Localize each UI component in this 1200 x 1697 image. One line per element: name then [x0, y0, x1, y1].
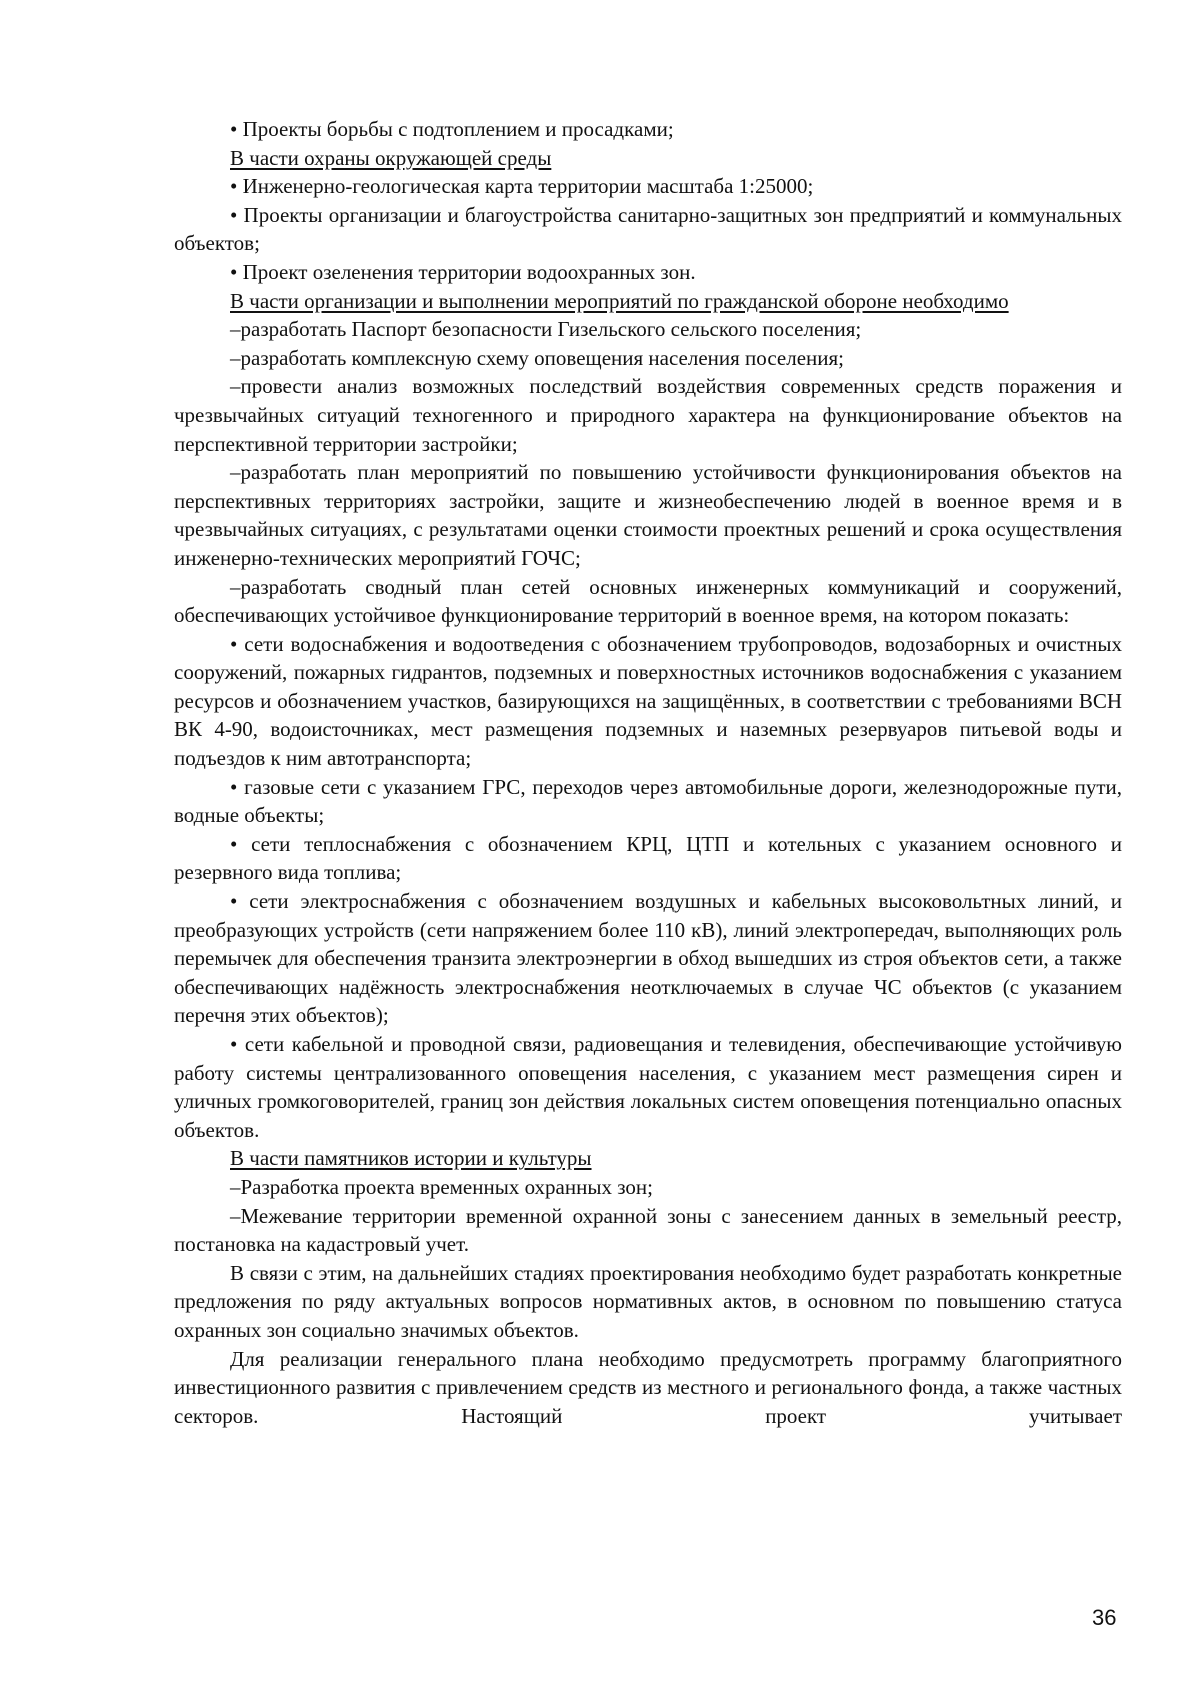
- paragraph: –разработать план мероприятий по повышению устойчивости функционирования объектов на перспективных территориях застройки, защите и жизнеобеспечению людей в военное время и в чрезвычайных ситуациях, с результатами оценки стоимости проектных решений и срока осуществления инженерно-технических мероприятий ГОЧС;: [174, 460, 1122, 570]
- paragraph: • газовые сети с указанием ГРС, переходов через автомобильные дороги, железнодорожные пути, водные объекты;: [174, 774, 1122, 828]
- paragraph: • Инженерно-геологическая карта территории масштаба 1:25000;: [230, 174, 814, 199]
- paragraph: • сети водоснабжения и водоотведения с обозначением трубопроводов, водозаборных и очистных сооружений, пожарных гидрантов, подземных и поверхностных источников водоснабжения с указанием ресурсов и обозначением участков, базирующихся на защищённых, в соответствии с требованиями ВСН ВК 4-90, водоисточниках, мест размещения подземных и наземных резервуаров питьевой воды и подъездов к ним автотранспорта;: [174, 631, 1122, 771]
- paragraph: • сети электроснабжения с обозначением воздушных и кабельных высоковольтных линий, и преобразующих устройств (сети напряжением более 110 кВ), линий электропередач, выполняющих роль перемычек для обеспечения транзита электроэнергии в обход вышедших из строя объектов сети, а также обеспечивающих надёжность электроснабжения неотключаемых в случае ЧС объектов (с указанием перечня этих объектов);: [174, 889, 1122, 1028]
- section-heading-environment: В части охраны окружающей среды: [230, 145, 552, 170]
- paragraph: –Разработка проекта временных охранных зон;: [230, 1174, 653, 1199]
- section-heading-heritage: В части памятников истории и культуры: [230, 1146, 592, 1171]
- paragraph: В связи с этим, на дальнейших стадиях проектирования необходимо будет разработать конкретные предложения по ряду актуальных вопросов нормативных актов, в основном по повышению статуса охранных зон социально значимых объектов.: [174, 1260, 1122, 1342]
- section-heading-civil-defense: В части организации и выполнении мероприятий по гражданской обороне необходимо: [230, 288, 1009, 313]
- paragraph: Для реализации генерального плана необходимо предусмотреть программу благоприятного инвестиционного развития с привлечением средств из местного и регионального фонда, а также частных секторов. Настоящий проект учитывает: [174, 1346, 1122, 1428]
- paragraph: • Проект озеленения территории водоохранных зон.: [230, 259, 696, 284]
- paragraph: –провести анализ возможных последствий воздействия современных средств поражения и чрезвычайных ситуаций техногенного и природного характера на функционирование объектов на перспективной территории застройки;: [174, 374, 1122, 456]
- paragraph: • сети теплоснабжения с обозначением КРЦ, ЦТП и котельных с указанием основного и резервного вида топлива;: [174, 831, 1122, 885]
- paragraph: –разработать комплексную схему оповещения населения поселения;: [230, 345, 844, 370]
- page-number: 36: [1092, 1605, 1117, 1630]
- paragraph: –разработать Паспорт безопасности Гизельского сельского поселения;: [230, 317, 862, 342]
- body-text: [174, 115, 1122, 1430]
- paragraph: • сети кабельной и проводной связи, радиовещания и телевидения, обеспечивающие устойчивую работу системы централизованного оповещения населения, с указанием мест размещения сирен и уличных громкоговорителей, границ зон действия локальных систем оповещения потенциально опасных объектов.: [174, 1032, 1122, 1142]
- paragraph: • Проекты борьбы с подтоплением и просадками;: [230, 117, 674, 141]
- paragraph: • Проекты организации и благоустройства санитарно-защитных зон предприятий и коммунальных объектов;: [174, 202, 1122, 256]
- paragraph: –разработать сводный план сетей основных инженерных коммуникаций и сооружений, обеспечивающих устойчивое функционирование территорий в военное время, на котором показать:: [174, 574, 1122, 628]
- paragraph: –Межевание территории временной охранной зоны с занесением данных в земельный реестр, постановка на кадастровый учет.: [174, 1203, 1122, 1257]
